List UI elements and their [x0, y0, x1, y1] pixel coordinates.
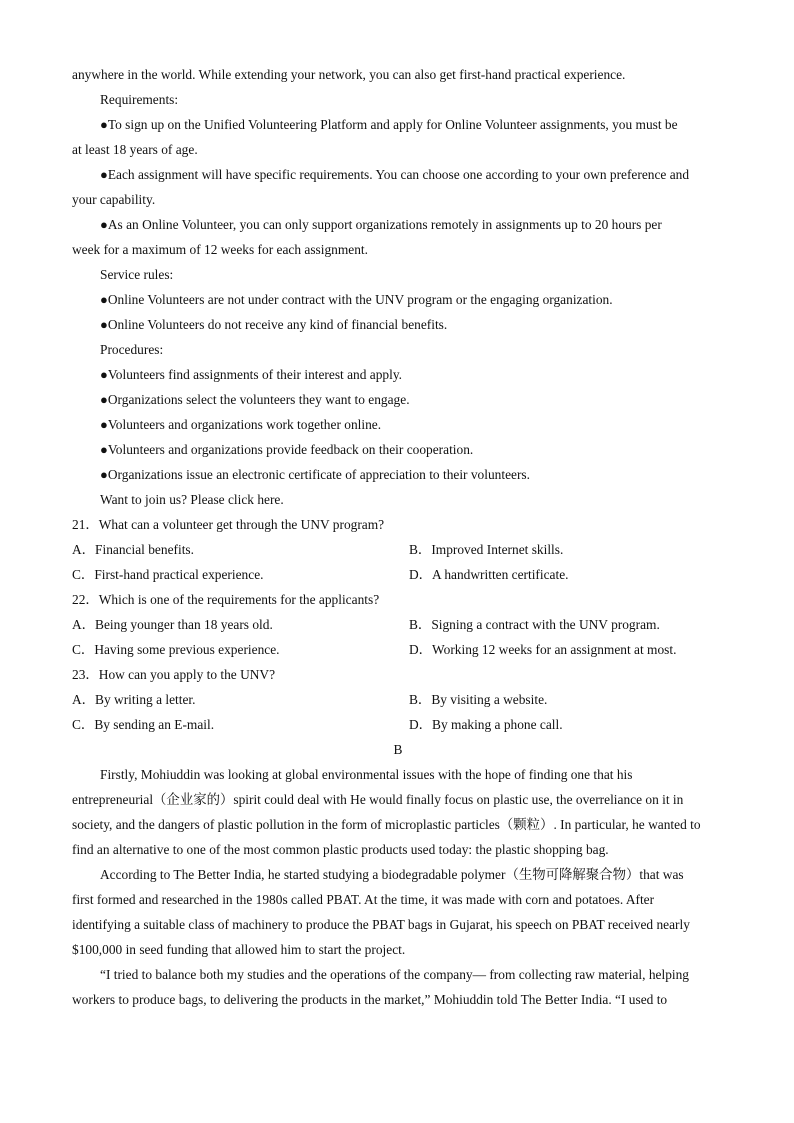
bullet-icon: ●: [100, 392, 108, 407]
question-21-options-row-1: [72, 537, 724, 562]
bullet-icon: ●: [100, 367, 108, 382]
procedure-3: ●Volunteers and organizations work together online.: [100, 417, 382, 432]
bullet-icon: ●: [100, 442, 108, 457]
option-b: B．By visiting a website.: [409, 692, 548, 707]
option-d: D．Working 12 weeks for an assignment at most.: [409, 642, 677, 657]
requirement-2-cont: your capability.: [72, 192, 156, 207]
question-21-options-row-2: [72, 562, 724, 587]
procedure-2: ●Organizations select the volunteers they want to engage.: [100, 392, 410, 407]
procedures-heading: Procedures:: [100, 342, 164, 357]
option-c: C．First-hand practical experience.: [72, 567, 264, 582]
procedure-5: ●Organizations issue an electronic certificate of appreciation to their volunteers.: [100, 467, 530, 482]
option-c: C．Having some previous experience.: [72, 642, 280, 657]
option-a: A．By writing a letter.: [72, 692, 196, 707]
option-d: D．A handwritten certificate.: [409, 567, 569, 582]
bullet-icon: ●: [100, 117, 108, 132]
option-a: A．Financial benefits.: [72, 542, 194, 557]
bullet-icon: ●: [100, 167, 108, 182]
service-rules-heading: Service rules:: [100, 267, 174, 282]
question-23-stem: 23．How can you apply to the UNV?: [72, 667, 276, 682]
paragraph-2-line: $100,000 in seed funding that allowed him to start the project.: [72, 942, 406, 957]
requirement-3: ●As an Online Volunteer, you can only support organizations remotely in assignments up to 20 hours per: [100, 217, 662, 232]
paragraph-1-line: society, and the dangers of plastic pollution in the form of microplastic particles（颗粒）. In particular, he wanted to: [72, 817, 701, 832]
bullet-icon: ●: [100, 467, 108, 482]
option-a: A．Being younger than 18 years old.: [72, 617, 273, 632]
paragraph-3-line: “I tried to balance both my studies and the operations of the company— from collecting raw material, helping: [100, 967, 690, 982]
requirement-1-cont: at least 18 years of age.: [72, 142, 198, 157]
bullet-icon: ●: [100, 217, 108, 232]
paragraph-1-line: entrepreneurial（企业家的）spirit could deal with He would finally focus on plastic use, the overreliance on it in: [72, 792, 684, 807]
requirement-3-cont: week for a maximum of 12 weeks for each assignment.: [72, 242, 368, 257]
paragraph-1-line: Firstly, Mohiuddin was looking at global environmental issues with the hope of finding one that his: [100, 767, 633, 782]
procedure-4: ●Volunteers and organizations provide feedback on their cooperation.: [100, 442, 474, 457]
question-22-options-row-2: [72, 637, 724, 662]
paragraph-3-line: workers to produce bags, to delivering the products in the market,” Mohiuddin told The Better India. “I used to: [72, 992, 668, 1007]
question-22-options-row-1: [72, 612, 724, 637]
requirement-2: ●Each assignment will have specific requirements. You can choose one according to your own preference and: [100, 167, 690, 182]
bullet-icon: ●: [100, 292, 108, 307]
service-rule-1: ●Online Volunteers are not under contract with the UNV program or the engaging organization.: [100, 292, 613, 307]
service-rule-2: ●Online Volunteers do not receive any kind of financial benefits.: [100, 317, 448, 332]
question-23-options-row-1: [72, 687, 724, 712]
question-22-stem: 22．Which is one of the requirements for the applicants?: [72, 592, 380, 607]
document-page: [72, 62, 724, 1012]
option-b: B．Signing a contract with the UNV program.: [409, 617, 660, 632]
paragraph-2-line: According to The Better India, he started studying a biodegradable polymer（生物可降解聚合物）that was: [100, 867, 684, 882]
bullet-icon: ●: [100, 417, 108, 432]
option-c: C．By sending an E-mail.: [72, 717, 215, 732]
question-21-stem: 21．What can a volunteer get through the UNV program?: [72, 517, 385, 532]
intro-tail: anywhere in the world. While extending your network, you can also get first-hand practical experience.: [72, 67, 626, 82]
question-23-options-row-2: [72, 712, 724, 737]
section-b-label: B: [393, 742, 403, 757]
paragraph-2-line: identifying a suitable class of machinery to produce the PBAT bags in Gujarat, his speech on PBAT received nearly: [72, 917, 690, 932]
requirement-1: ●To sign up on the Unified Volunteering Platform and apply for Online Volunteer assignments, you must be: [100, 117, 678, 132]
requirements-heading: Requirements:: [100, 92, 179, 107]
procedure-1: ●Volunteers find assignments of their interest and apply.: [100, 367, 403, 382]
join-call-to-action: Want to join us? Please click here.: [100, 492, 284, 507]
bullet-icon: ●: [100, 317, 108, 332]
paragraph-1-line: find an alternative to one of the most common plastic products used today: the plastic shopping bag.: [72, 842, 609, 857]
option-d: D．By making a phone call.: [409, 717, 563, 732]
option-b: B．Improved Internet skills.: [409, 542, 564, 557]
paragraph-2-line: first formed and researched in the 1980s called PBAT. At the time, it was made with corn and potatoes. After: [72, 892, 655, 907]
